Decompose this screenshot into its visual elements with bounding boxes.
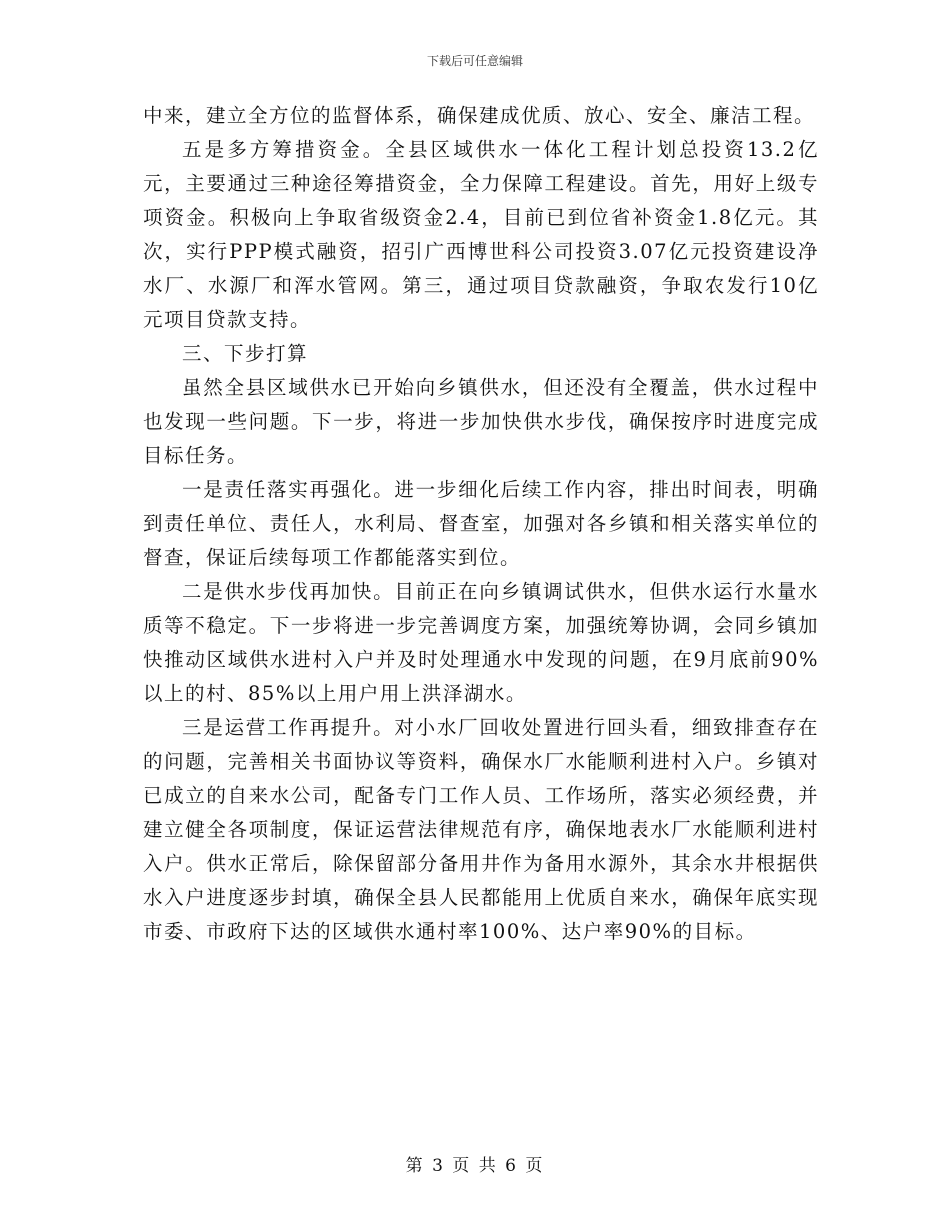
paragraph-operations: 三是运营工作再提升。对小水厂回收处置进行回头看，细致排查存在的问题，完善相关书面协议等资料，确保水厂水能顺利进村入户。乡镇对已成立的自来水公司，配备专门工作人员、工作场所，落实必须经费，并建立健全各项制度，保证运营法律规范有序，确保地表水厂水能顺利进村入户。供水正常后，除保留部分备用井作为备用水源外，其余水井根据供水入户进度逐步封填，确保全县人民都能用上优质自来水，确保年底实现市委、市政府下达的区域供水通村率100%、达户率90%的目标。 bbox=[143, 716, 819, 943]
paragraph-supervision: 中来，建立全方位的监督体系，确保建成优质、放心、安全、廉洁工程。 bbox=[143, 104, 816, 127]
document-body bbox=[143, 99, 819, 949]
section-heading-next-steps: 三、下步打算 bbox=[182, 342, 309, 365]
page-number-footer: 第 3 页 共 6 页 bbox=[405, 1156, 545, 1176]
paragraph-funding: 五是多方筹措资金。全县区域供水一体化工程计划总投资13.2亿元，主要通过三种途径筹措资金，全力保障工程建设。首先，用好上级专项资金。积极向上争取省级资金2.4，目前已到位省补资金1.8亿元。其次，实行PPP模式融资，招引广西博世科公司投资3.07亿元投资建设净水厂、水源厂和浑水管网。第三，通过项目贷款融资，争取农发行10亿元项目贷款支持。 bbox=[143, 138, 819, 331]
page-header: 下载后可任意编辑 bbox=[426, 54, 523, 68]
paragraph-water-supply-pace: 二是供水步伐再加快。目前正在向乡镇调试供水，但供水运行水量水质等不稳定。下一步将进一步完善调度方案，加强统筹协调，会同乡镇加快推动区域供水进村入户并及时处理通水中发现的问题，在9月底前90%以上的村、85%以上用户用上洪泽湖水。 bbox=[143, 580, 819, 705]
paragraph-next-steps-intro: 虽然全县区域供水已开始向乡镇供水，但还没有全覆盖，供水过程中也发现一些问题。下一步，将进一步加快供水步伐，确保按序时进度完成目标任务。 bbox=[143, 376, 819, 467]
paragraph-responsibility: 一是责任落实再强化。进一步细化后续工作内容，排出时间表，明确到责任单位、责任人，水利局、督查室，加强对各乡镇和相关落实单位的督查，保证后续每项工作都能落实到位。 bbox=[143, 478, 819, 569]
